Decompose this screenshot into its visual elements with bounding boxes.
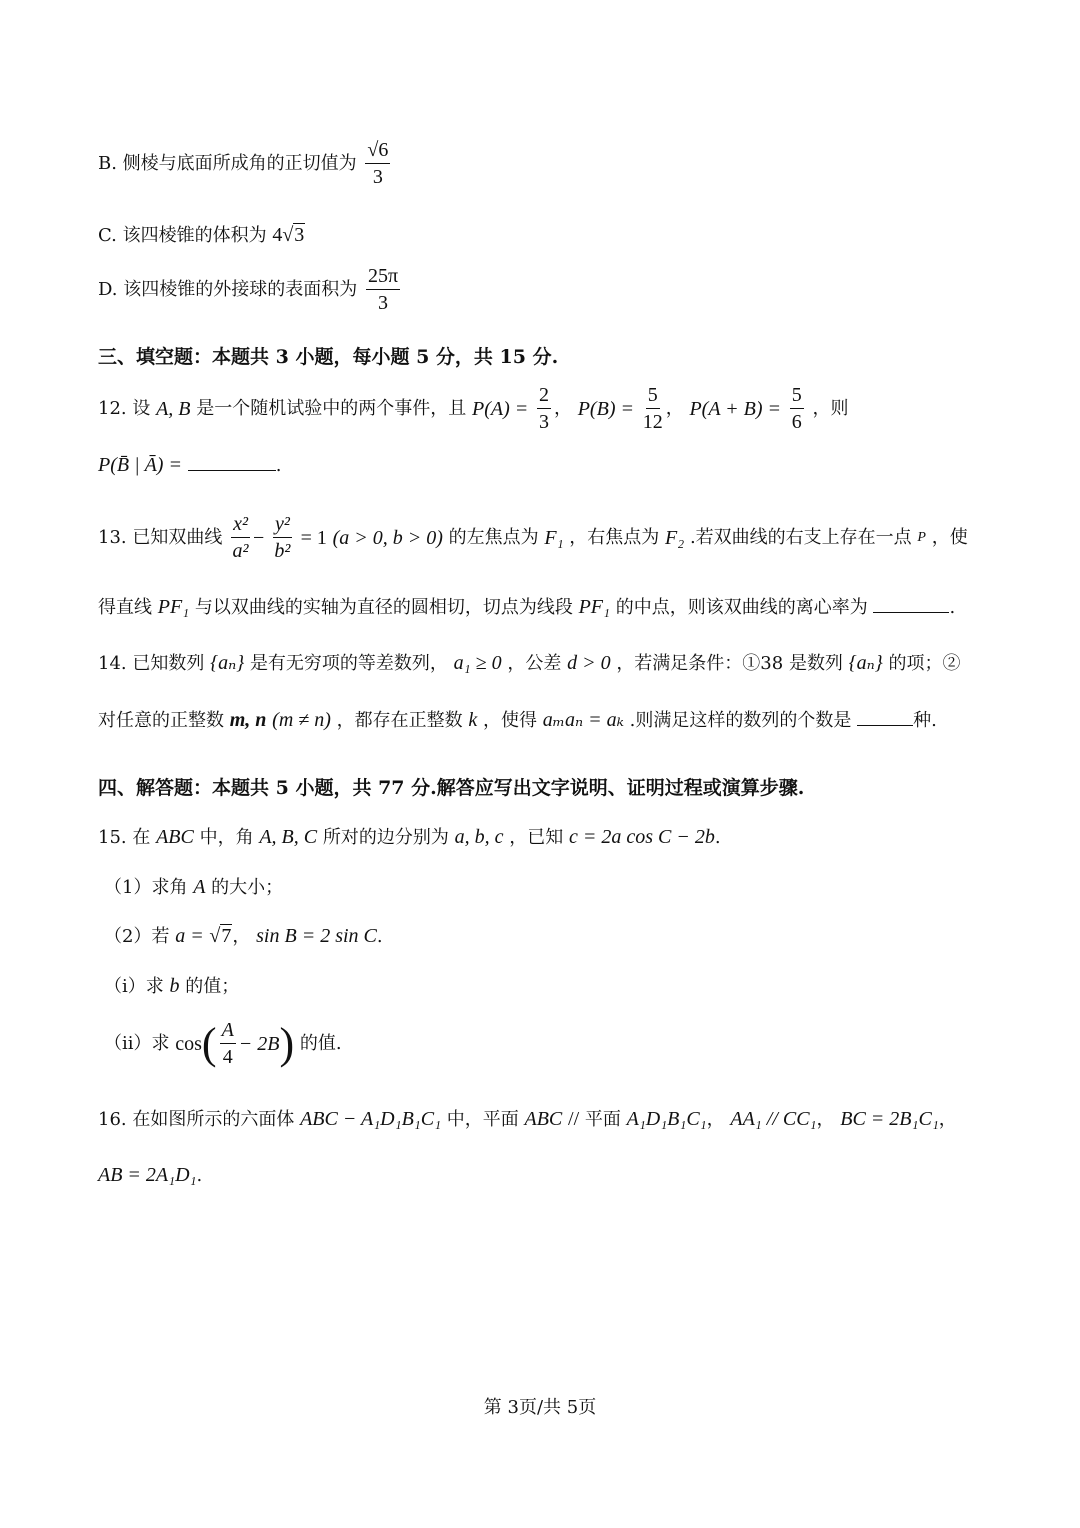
q12-pab-fraction: $\frac{5}{6}$ bbox=[791, 384, 802, 433]
option-d-fraction: $\frac{25\pi}{3}$ bbox=[367, 265, 399, 314]
q12-pb-fraction: $\frac{5}{12}$ bbox=[642, 384, 663, 433]
option-d-text: D. 该四棱锥的外接球的表面积为 bbox=[98, 279, 358, 300]
option-c-text: C. 该四棱锥的体积为 bbox=[98, 225, 267, 246]
question-15-part1: （1）求角 A 的大小； bbox=[104, 876, 284, 898]
question-16: 16. 在如图所示的六面体 ABC − A₁D₁B₁C₁ 中，平面 ABC // 平面 A₁D₁B₁C₁， AA₁ // CC₁， BC = 2B₁C₁， bbox=[98, 1108, 957, 1130]
question-14: 14. 已知数列 {aₙ} 是有无穷项的等差数列， a₁ ≥ 0 ，公差 d > 0 ，若满足条件：①38 是数列 {aₙ} 的项；② bbox=[98, 652, 961, 674]
question-13-line2: 得直线 PF₁ 与以双曲线的实轴为直径的圆相切，切点为线段 PF₁ 的中点，则该双曲线的离心率为 . bbox=[98, 596, 956, 618]
question-13: 13. 已知双曲线 $\frac{\text{x²}}{\text{a²}}$ − $\frac{\text{y²}}{\text{b²}}$ = 1 (a > 0, b > 0) 的左焦点为 F₁ ，右焦点为 F₂ .若双曲线的右支上存在一点 P ，使 bbox=[98, 513, 968, 562]
option-c-value: 4√3 bbox=[272, 224, 305, 246]
option-b-fraction: $\frac{√6}{3}$ bbox=[367, 139, 389, 188]
q15-ii-fraction: $\frac{A}{4}$ bbox=[221, 1019, 234, 1068]
q13-answer-blank[interactable] bbox=[873, 611, 949, 613]
question-15: 15. 在 ABC 中，角 A, B, C 所对的边分别为 a, b, c ，已知 c = 2a cos C − 2b. bbox=[98, 826, 721, 848]
question-15-part2-ii: （ⅱ）求 cos( $\frac{A}{4}$ − 2B) 的值. bbox=[104, 1019, 342, 1068]
q13-y-fraction: $\frac{\text{y²}}{\text{b²}}$ bbox=[274, 513, 291, 562]
q12-conditional-prob: P(B̄ | Ā) = bbox=[98, 454, 182, 476]
option-b-text: B. 侧棱与底面所成角的正切值为 bbox=[98, 153, 357, 174]
question-14-line2: 对任意的正整数 m, n (m ≠ n) ，都存在正整数 k ，使得 aₘaₙ = aₖ .则满足这样的数列的个数是 种. bbox=[98, 709, 937, 731]
q12-answer-blank[interactable] bbox=[188, 469, 276, 471]
option-c bbox=[98, 225, 305, 245]
section-4-heading: 四、解答题：本题共 5 小题，共 77 分.解答应写出文字说明、证明过程或演算步骤. bbox=[98, 777, 805, 799]
section-3-heading: 三、填空题：本题共 3 小题，每小题 5 分，共 15 分. bbox=[98, 346, 559, 368]
page-number: 第 3页/共 5页 bbox=[483, 1397, 597, 1418]
question-15-part2: （2）若 a = √7， sin B = 2 sin C. bbox=[104, 925, 383, 947]
question-12: 12. 设 A, B 是一个随机试验中的两个事件，且 P(A) = $\frac{2}{3}$ ， P(B) = $\frac{5}{12}$ ， P(A + B) = $\frac{5}{6}$ ，则 bbox=[98, 384, 849, 433]
q14-answer-blank[interactable] bbox=[857, 724, 913, 726]
q13-x-fraction: $\frac{\text{x²}}{\text{a²}}$ bbox=[232, 513, 249, 562]
option-b bbox=[98, 140, 393, 188]
q12-pa-fraction: $\frac{2}{3}$ bbox=[538, 384, 549, 433]
option-d bbox=[98, 266, 403, 314]
q12-events: A, B bbox=[156, 398, 191, 420]
question-12-line2: P(B̄ | Ā) = . bbox=[98, 454, 282, 476]
question-15-part2-i: （ⅰ）求 b 的值； bbox=[104, 975, 240, 997]
question-16-line2: AB = 2A₁D₁. bbox=[98, 1164, 203, 1186]
